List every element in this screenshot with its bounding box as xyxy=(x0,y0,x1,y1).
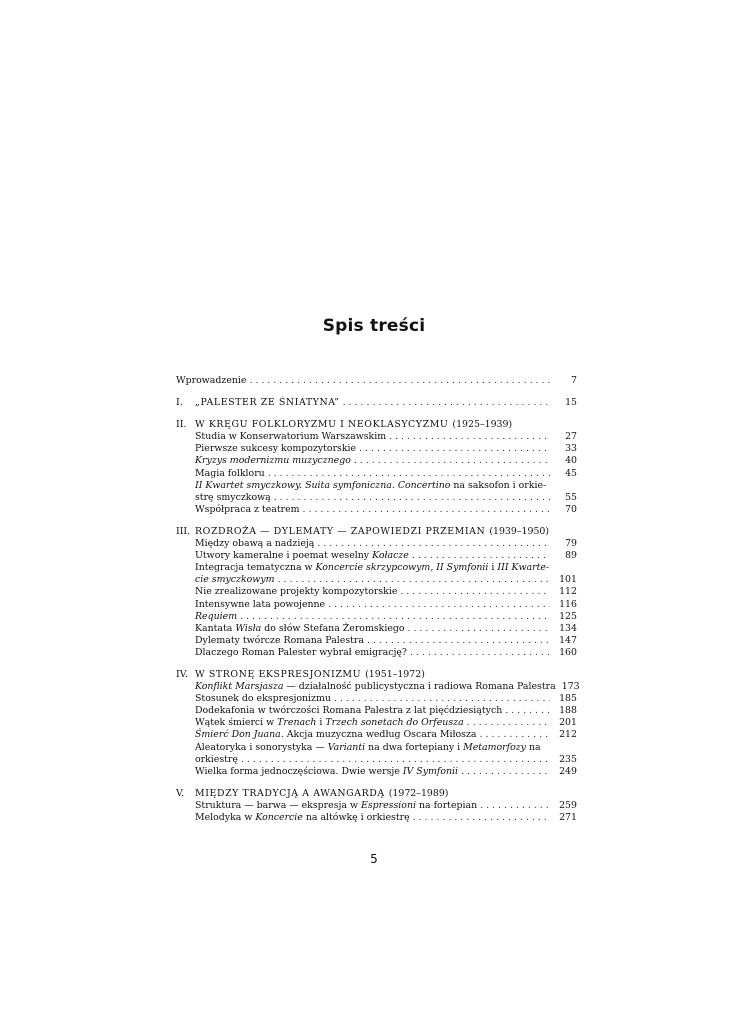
entry-label-italic: Trenach xyxy=(277,717,317,729)
entry-label-italic: Trzech sonetach do Orfeusza xyxy=(325,717,464,729)
entry-page: 55 xyxy=(565,491,577,503)
entry-page: 125 xyxy=(559,610,577,622)
entry-page: 40 xyxy=(565,455,577,467)
entry-label-italic: Varianti xyxy=(327,741,366,753)
entry-page: 147 xyxy=(559,634,577,646)
toc-entry[interactable] xyxy=(176,705,577,717)
entry-label: Studia w Konserwatorium Warszawskim xyxy=(195,431,387,443)
part-years: (1925–1939) xyxy=(452,419,513,431)
toc-entry[interactable] xyxy=(176,538,577,550)
entry-label: Kantata xyxy=(195,622,236,634)
entry-label: Wątek śmierci w xyxy=(195,717,278,729)
entry-label: Aleatoryka i sonorystyka — xyxy=(195,741,328,753)
toc-entry-line-1[interactable] xyxy=(176,742,577,754)
dot-leader xyxy=(412,550,550,562)
toc-entry-part-1[interactable] xyxy=(176,397,577,409)
entry-label: Nie zrealizowane projekty kompozytorskie xyxy=(195,586,398,598)
dot-leader xyxy=(480,729,550,741)
toc-entry-line-2[interactable] xyxy=(176,574,577,586)
entry-label: Kryzys modernizmu muzycznego xyxy=(195,455,351,467)
toc-entry-line-2[interactable] xyxy=(176,492,577,504)
entry-page: 185 xyxy=(559,693,577,705)
toc-entry-line-2[interactable] xyxy=(176,754,577,766)
part-title: W STRONĘ EKSPRESJONIZMU xyxy=(195,668,362,680)
entry-label: Intensywne lata powojenne xyxy=(195,598,326,610)
entry-label: strę smyczkową xyxy=(195,491,271,503)
dot-leader xyxy=(317,538,550,550)
entry-label-italic: Śmierć Don Juana xyxy=(195,729,281,741)
entry-label-italic: Requiem xyxy=(195,610,238,622)
entry-label: Integracja tematyczna w xyxy=(195,562,316,574)
entry-label: na saksofon i orkie- xyxy=(450,479,547,491)
entry-label: na fortepian xyxy=(416,799,478,811)
toc-entry[interactable] xyxy=(176,599,577,611)
entry-label: Melodyka w xyxy=(195,812,256,823)
entry-page: 134 xyxy=(559,622,577,634)
part-number: IV. xyxy=(176,668,188,680)
entry-page: 15 xyxy=(565,397,577,409)
dot-leader xyxy=(303,504,550,516)
entry-page: 70 xyxy=(565,503,577,515)
dot-leader xyxy=(278,574,551,586)
dot-leader xyxy=(249,375,550,387)
entry-label: na dwa fortepiany i xyxy=(365,741,464,753)
toc-entry[interactable] xyxy=(176,693,577,705)
table-of-contents xyxy=(176,375,580,824)
toc-entry[interactable] xyxy=(176,586,577,598)
part-title: ROZDROŻA — DYLEMATY — ZAPOWIEDZI PRZEMIAN xyxy=(195,525,486,537)
toc-entry[interactable] xyxy=(176,431,577,443)
entry-label: . Akcja muzyczna według Oscara Miłosza xyxy=(280,729,477,741)
part-years: (1972–1989) xyxy=(388,787,449,799)
toc-entry[interactable] xyxy=(176,504,577,516)
dot-leader xyxy=(480,800,550,812)
toc-entry[interactable] xyxy=(176,717,577,729)
page-number: 5 xyxy=(370,852,378,866)
entry-label: — działalność publicystyczna i radiowa Romana Palestra xyxy=(283,681,556,693)
toc-entry[interactable] xyxy=(176,647,577,659)
entry-page: 101 xyxy=(559,574,577,586)
toc-entry-intro[interactable] xyxy=(176,375,577,387)
entry-label: Wprowadzenie xyxy=(176,375,247,386)
dot-leader xyxy=(408,623,550,635)
dot-leader xyxy=(334,693,550,705)
entry-page: 173 xyxy=(561,681,580,693)
part-years: (1951–1972) xyxy=(365,668,425,680)
entry-label: do słów Stefana Żeromskiego xyxy=(261,622,405,634)
entry-page: 33 xyxy=(565,443,577,455)
entry-page: 89 xyxy=(565,550,577,562)
dot-leader xyxy=(240,611,550,623)
dot-leader xyxy=(274,492,550,504)
entry-page: 249 xyxy=(559,765,577,777)
entry-page: 7 xyxy=(571,375,577,386)
entry-page: 27 xyxy=(565,431,577,443)
page-title: Spis treści xyxy=(322,316,426,336)
dot-leader xyxy=(359,443,550,455)
entry-label: Dylematy twórcze Romana Palestra xyxy=(195,634,364,646)
entry-label: Magia folkloru xyxy=(195,467,265,479)
entry-page: 259 xyxy=(559,799,577,811)
entry-label: na altówkę i orkiestrę xyxy=(302,812,410,823)
entry-label-italic: IV Symfonii xyxy=(402,765,459,777)
entry-label: i xyxy=(488,562,498,574)
part-title: MIĘDZY TRADYCJĄ A AWANGARDĄ xyxy=(195,787,385,799)
entry-label-italic: Wisła xyxy=(235,622,262,634)
entry-label-italic: Espressioni xyxy=(361,799,416,811)
dot-leader xyxy=(461,766,550,778)
entry-label-italic: Koncercie skrzypcowym, II Symfonii xyxy=(315,562,489,574)
toc-entry[interactable] xyxy=(176,550,577,562)
entry-label: i xyxy=(316,717,326,729)
toc-entry[interactable] xyxy=(176,681,580,693)
entry-label: na xyxy=(525,741,541,753)
entry-label: orkiestrę xyxy=(195,753,238,765)
entry-label: Między obawą a nadzieją xyxy=(195,538,315,550)
toc-entry[interactable] xyxy=(176,455,577,467)
entry-label: Stosunek do ekspresjonizmu xyxy=(195,693,331,705)
toc-entry[interactable] xyxy=(176,800,577,812)
entry-page: 271 xyxy=(559,812,577,823)
toc-entry[interactable] xyxy=(176,729,577,741)
toc-entry[interactable] xyxy=(176,611,577,623)
entry-label: Dlaczego Roman Palester wybrał emigrację? xyxy=(195,646,407,658)
part-title: „PALESTER ZE ŚNIATYNA” xyxy=(195,397,340,409)
entry-label-italic: cie smyczkowym xyxy=(195,574,275,586)
entry-label-italic: Konflikt Marsjasza xyxy=(195,681,284,693)
dot-leader xyxy=(268,468,550,480)
entry-label: Struktura — barwa — ekspresja w xyxy=(195,799,361,811)
dot-leader xyxy=(343,397,550,409)
entry-page: 79 xyxy=(565,538,577,550)
entry-page: 112 xyxy=(559,586,577,598)
part-years: (1939–1950) xyxy=(489,525,550,537)
entry-label-italic: Metamorfozy xyxy=(463,741,526,753)
entry-label: Wielka forma jednoczęściowa. Dwie wersje xyxy=(195,765,403,777)
entry-label: Pierwsze sukcesy kompozytorskie xyxy=(195,443,357,455)
dot-leader xyxy=(505,705,550,717)
part-number: I. xyxy=(176,397,183,409)
entry-page: 188 xyxy=(559,705,577,717)
toc-entry[interactable] xyxy=(176,468,577,480)
entry-label: Dodekafonia w twórczości Romana Palestra z lat pięćdziesiątych xyxy=(195,705,503,717)
dot-leader xyxy=(467,717,550,729)
toc-entry[interactable] xyxy=(176,443,577,455)
toc-part-2-heading[interactable] xyxy=(176,419,577,431)
toc-part-5-heading[interactable] xyxy=(176,788,577,800)
part-title: W KRĘGU FOLKLORYZMU I NEOKLASYCYZMU xyxy=(195,419,449,431)
entry-page: 116 xyxy=(559,598,577,610)
toc-entry[interactable] xyxy=(176,812,577,824)
entry-label-italic: II Kwartet smyczkowy. Suita symfoniczna. Concertino xyxy=(195,479,451,491)
toc-entry[interactable] xyxy=(176,766,577,778)
part-number: III. xyxy=(176,525,191,537)
toc-entry-line-1[interactable] xyxy=(176,562,577,574)
toc-entry-line-1[interactable] xyxy=(176,480,577,492)
entry-label-italic: Kołacze xyxy=(372,550,409,562)
dot-leader xyxy=(328,599,550,611)
entry-page: 235 xyxy=(559,753,577,765)
entry-page: 212 xyxy=(559,729,577,741)
toc-part-4-heading[interactable] xyxy=(176,669,577,681)
entry-label: Współpraca z teatrem xyxy=(195,503,300,515)
dot-leader xyxy=(400,586,550,598)
dot-leader xyxy=(367,635,550,647)
toc-part-3-heading[interactable] xyxy=(176,526,577,538)
entry-label: Utwory kameralne i poemat weselny xyxy=(195,550,373,562)
entry-page: 160 xyxy=(559,646,577,658)
part-number: V. xyxy=(176,787,185,799)
entry-label-italic: III Kwarte- xyxy=(497,562,550,574)
toc-entry[interactable] xyxy=(176,623,577,635)
part-number: II. xyxy=(176,419,187,431)
entry-page: 45 xyxy=(565,467,577,479)
dot-leader xyxy=(410,647,550,659)
dot-leader xyxy=(241,754,550,766)
toc-entry[interactable] xyxy=(176,635,577,647)
dot-leader xyxy=(389,431,550,443)
entry-label-italic: Koncercie xyxy=(255,812,303,823)
dot-leader xyxy=(354,455,550,467)
entry-page: 201 xyxy=(559,717,577,729)
dot-leader xyxy=(413,812,550,824)
